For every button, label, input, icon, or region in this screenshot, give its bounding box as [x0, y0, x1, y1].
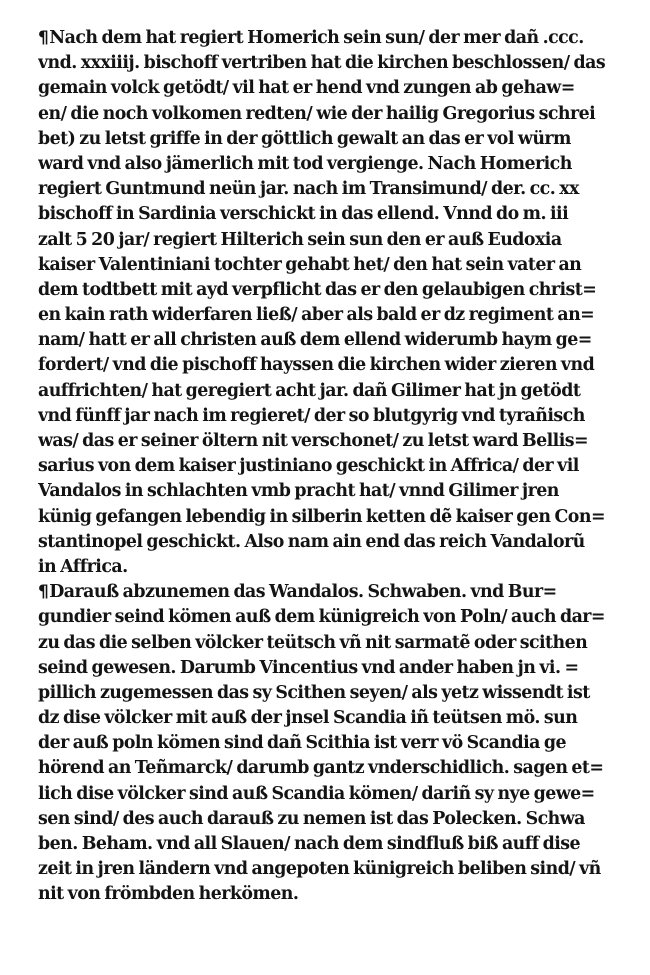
text-line: fordert/ vnd die pischoff hayssen die kirchen wider zieren vnd	[38, 355, 595, 376]
text-line: gemain volck getödt/ vil hat er hend vnd zungen ab gehaw=	[38, 78, 575, 99]
text-line: Vandalos in schlachten vmb pracht hat/ vnnd Gilimer jren	[38, 481, 559, 502]
text-line: lich dise völcker sind auß Scandia kömen/ dariñ sy nye gewe=	[38, 783, 595, 804]
paragraph-vandal-kings	[38, 26, 620, 580]
text-line: nit von frömbden herkömen.	[38, 884, 299, 905]
text-line: vnd fünff jar nach im regieret/ der so blutgyrig vnd tyrañisch	[38, 405, 585, 426]
text-line: kaiser Valentiniani tochter gehabt het/ den hat sein vater an	[38, 254, 582, 275]
paragraph-mark: ¶	[38, 28, 49, 48]
text-line: dz dise völcker mit auß der jnsel Scandia iñ teütsen mö. sun	[38, 708, 578, 729]
text-line: sarius von dem kaiser justiniano geschickt in Affrica/ der vil	[38, 456, 579, 477]
text-line: nam/ hatt er all christen auß dem ellend widerumb haym ge=	[38, 330, 592, 351]
text-line: bet) zu letst griffe in der göttlich gewalt an das er vol würm	[38, 128, 571, 149]
text-line: dem todtbett mit ayd verpflicht das er den gelaubigen christ=	[38, 279, 597, 300]
text-line: ¶Nach dem hat regiert Homerich sein sun/ der mer dañ .ccc.	[38, 28, 584, 48]
text-line: was/ das er seiner öltern nit verschonet/ zu letst ward Bellis=	[38, 431, 589, 451]
text-line: zalt 5 20 jar/ regiert Hilterich sein sun den er auß Eudoxia	[38, 229, 562, 250]
text-line: ben. Beham. vnd all Slauen/ nach dem sindfluß biß auff dise	[38, 834, 581, 854]
text-line: gundier seind kömen auß dem künigreich von Poln/ auch dar=	[38, 607, 605, 628]
text-line: ward vnd also jämerlich mit tod vergienge. Nach Homerich	[38, 153, 572, 174]
body-text	[38, 26, 620, 908]
text-line: pillich zugemessen das sy Scithen seyen/ als yetz wissendt ist	[38, 682, 590, 703]
text-line: auffrichten/ hat geregiert acht jar. dañ Gilimer hat jn getödt	[38, 380, 581, 401]
text-line: stantinopel geschickt. Also nam ain end das reich Vandalorũ	[38, 531, 585, 552]
text-line: en/ die noch volkomen redten/ wie der hailig Gregorius schrei	[38, 103, 596, 124]
paragraph-origins	[38, 580, 620, 907]
text-line: ¶Darauß abzunemen das Wandalos. Schwaben. vnd Bur=	[38, 582, 557, 603]
text-line: sen sind/ des auch darauß zu nemen ist das Polecken. Schwa	[38, 808, 585, 829]
text-line: hörend an Teñmarck/ darumb gantz vnderschidlich. sagen et=	[38, 758, 604, 779]
text-line: regiert Guntmund neün jar. nach im Transimund/ der. cc. xx	[38, 179, 579, 200]
text-line: künig gefangen lebendig in silberin ketten dẽ kaiser gen Con=	[38, 506, 605, 527]
text-line: bischoff in Sardinia verschickt in das ellend. Vnnd do m. iii	[38, 204, 569, 225]
text-line: der auß poln kömen sind dañ Scithia ist verr vö Scandia ge	[38, 733, 567, 754]
paragraph-mark: ¶	[38, 582, 49, 603]
text-line: vnd. xxxiiij. bischoff vertriben hat die kirchen beschlossen/ das	[38, 53, 606, 74]
text-line: seind gewesen. Darumb Vincentius vnd ander haben jn vi. =	[38, 657, 579, 678]
text-line: in Affrica.	[38, 556, 128, 577]
text-line: zeit in jren ländern vnd angepoten künigreich beliben sind/ vñ	[38, 859, 601, 880]
text-line: en kain rath widerfaren ließ/ aber als bald er dz regiment an=	[38, 305, 595, 326]
text-line: zu das die selben völcker teütsch vñ nit sarmatẽ oder scithen	[38, 632, 588, 653]
